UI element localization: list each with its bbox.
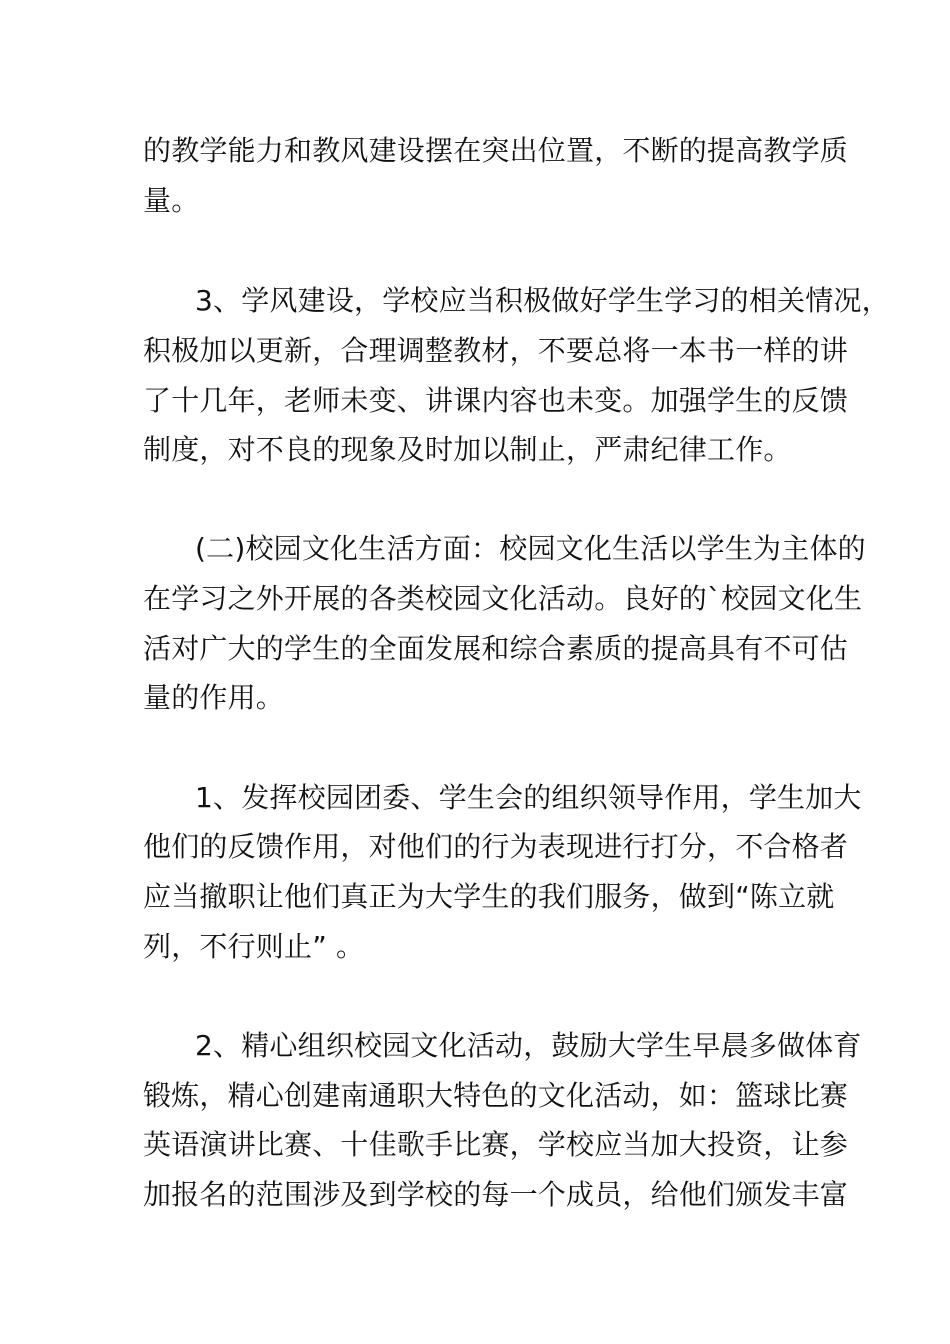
- text-line: 英语演讲比赛、十佳歌手比赛，学校应当加大投资，让参: [143, 1128, 849, 1161]
- paragraph-start-line: 2、精心组织校园文化活动，鼓励大学生早晨多做体育: [195, 1029, 862, 1062]
- text-line: 了十几年，老师未变、讲课内容也未变。加强学生的反馈: [143, 384, 849, 417]
- text-line: 的教学能力和教风建设摆在突出位置，不断的提高教学质: [143, 134, 849, 167]
- text-line: 活对广大的学生的全面发展和综合素质的提高具有不可估: [143, 632, 849, 665]
- text-line: 量。: [143, 184, 200, 217]
- text-line: 在学习之外开展的各类校园文化活动。良好的`校园文化生: [143, 582, 863, 615]
- text-line: 他们的反馈作用，对他们的行为表现进行打分，不合格者: [143, 830, 849, 863]
- text-line: 列，不行则止” 。: [143, 930, 365, 963]
- paragraph-start-line: 1、发挥校园团委、学生会的组织领导作用，学生加大: [195, 781, 862, 814]
- text-line: 积极加以更新，合理调整教材，不要总将一本书一样的讲: [143, 334, 849, 367]
- text-line: 量的作用。: [143, 681, 285, 714]
- text-line: 制度，对不良的现象及时加以制止，严肃纪律工作。: [143, 433, 792, 466]
- section-heading-line: (二)校园文化生活方面：校园文化生活以学生为主体的: [195, 532, 866, 565]
- text-line: 锻炼，精心创建南通职大特色的文化活动，如：篮球比赛: [143, 1079, 849, 1112]
- text-line: 加报名的范围涉及到学校的每一个成员，给他们颁发丰富: [143, 1178, 849, 1211]
- text-line: 应当撤职让他们真正为大学生的我们服务，做到“陈立就: [143, 880, 835, 913]
- paragraph-start-line: 3、学风建设，学校应当积极做好学生学习的相关情况，: [195, 284, 890, 317]
